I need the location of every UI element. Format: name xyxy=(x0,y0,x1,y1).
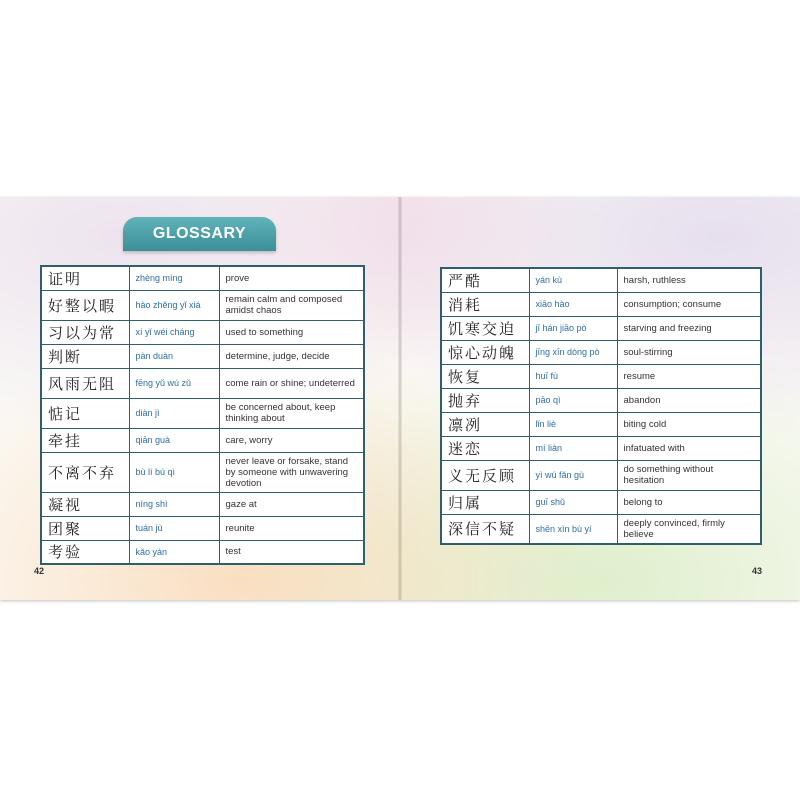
table-row xyxy=(41,428,364,452)
table-row xyxy=(41,516,364,540)
hanzi-cell: 团聚 xyxy=(41,516,129,540)
meaning-cell: infatuated with xyxy=(617,436,761,460)
glossary-title: GLOSSARY xyxy=(152,225,247,242)
page-number-right: 43 xyxy=(752,566,763,576)
hanzi-cell: 归属 xyxy=(441,490,529,514)
meaning-cell: belong to xyxy=(617,490,761,514)
page-number-left: 42 xyxy=(34,566,45,576)
hanzi-cell: 惦记 xyxy=(41,398,129,428)
pinyin-cell: mí liàn xyxy=(529,436,617,460)
table-row xyxy=(41,320,364,344)
hanzi-cell: 义无反顾 xyxy=(441,460,529,490)
hanzi-cell: 迷恋 xyxy=(441,436,529,460)
table-row xyxy=(41,266,364,290)
table-row xyxy=(41,540,364,564)
pinyin-cell: jī hán jiāo pò xyxy=(529,316,617,340)
hanzi-cell: 凝视 xyxy=(41,492,129,516)
table-row xyxy=(441,268,761,292)
hanzi-cell: 凛冽 xyxy=(441,412,529,436)
hanzi-cell: 风雨无阻 xyxy=(41,368,129,398)
table-row xyxy=(41,368,364,398)
pinyin-cell: lǐn liè xyxy=(529,412,617,436)
meaning-cell: soul-stirring xyxy=(617,340,761,364)
meaning-cell: care, worry xyxy=(219,428,364,452)
hanzi-cell: 牵挂 xyxy=(41,428,129,452)
pinyin-cell: níng shì xyxy=(129,492,219,516)
right-glossary-table xyxy=(440,267,762,545)
pinyin-cell: shēn xìn bù yí xyxy=(529,514,617,544)
hanzi-cell: 考验 xyxy=(41,540,129,564)
meaning-cell: used to something xyxy=(219,320,364,344)
pinyin-cell: bù lí bú qì xyxy=(129,452,219,492)
glossary-header xyxy=(123,217,276,251)
table-row xyxy=(41,398,364,428)
hanzi-cell: 习以为常 xyxy=(41,320,129,344)
meaning-cell: remain calm and composed amidst chaos xyxy=(219,290,364,320)
pinyin-cell: zhèng míng xyxy=(129,266,219,290)
hanzi-cell: 判断 xyxy=(41,344,129,368)
table-row xyxy=(41,492,364,516)
meaning-cell: never leave or forsake, stand by someone with unwavering devotion xyxy=(219,452,364,492)
meaning-cell: deeply convinced, firmly believe xyxy=(617,514,761,544)
hanzi-cell: 深信不疑 xyxy=(441,514,529,544)
meaning-cell: abandon xyxy=(617,388,761,412)
pinyin-cell: yì wú fǎn gù xyxy=(529,460,617,490)
pinyin-cell: xiāo hào xyxy=(529,292,617,316)
table-row xyxy=(41,290,364,320)
hanzi-cell: 证明 xyxy=(41,266,129,290)
hanzi-cell: 饥寒交迫 xyxy=(441,316,529,340)
hanzi-cell: 消耗 xyxy=(441,292,529,316)
table-row xyxy=(441,490,761,514)
table-row xyxy=(441,292,761,316)
pinyin-cell: tuán jù xyxy=(129,516,219,540)
book-spread xyxy=(0,197,800,600)
meaning-cell: come rain or shine; undeterred xyxy=(219,368,364,398)
pinyin-cell: pāo qì xyxy=(529,388,617,412)
pinyin-cell: fēng yǔ wú zǔ xyxy=(129,368,219,398)
hanzi-cell: 不离不弃 xyxy=(41,452,129,492)
hanzi-cell: 恢复 xyxy=(441,364,529,388)
meaning-cell: starving and freezing xyxy=(617,316,761,340)
pinyin-cell: pàn duàn xyxy=(129,344,219,368)
pinyin-cell: yán kù xyxy=(529,268,617,292)
meaning-cell: resume xyxy=(617,364,761,388)
pinyin-cell: guī shǔ xyxy=(529,490,617,514)
table-row xyxy=(441,388,761,412)
pinyin-cell: hào zhěng yǐ xiá xyxy=(129,290,219,320)
table-row xyxy=(441,436,761,460)
meaning-cell: determine, judge, decide xyxy=(219,344,364,368)
pinyin-cell: huī fù xyxy=(529,364,617,388)
pinyin-cell: diàn jì xyxy=(129,398,219,428)
table-row xyxy=(441,460,761,490)
table-row xyxy=(41,452,364,492)
meaning-cell: do something without hesitation xyxy=(617,460,761,490)
meaning-cell: prove xyxy=(219,266,364,290)
table-row xyxy=(441,364,761,388)
meaning-cell: harsh, ruthless xyxy=(617,268,761,292)
meaning-cell: test xyxy=(219,540,364,564)
pinyin-cell: xí yǐ wéi cháng xyxy=(129,320,219,344)
book-spine xyxy=(398,197,402,600)
pinyin-cell: kǎo yàn xyxy=(129,540,219,564)
meaning-cell: reunite xyxy=(219,516,364,540)
pinyin-cell: jīng xīn dòng pò xyxy=(529,340,617,364)
hanzi-cell: 抛弃 xyxy=(441,388,529,412)
table-row xyxy=(41,344,364,368)
table-row xyxy=(441,412,761,436)
meaning-cell: be concerned about, keep thinking about xyxy=(219,398,364,428)
pinyin-cell: qiān guà xyxy=(129,428,219,452)
table-row xyxy=(441,514,761,544)
meaning-cell: gaze at xyxy=(219,492,364,516)
hanzi-cell: 严酷 xyxy=(441,268,529,292)
meaning-cell: biting cold xyxy=(617,412,761,436)
table-row xyxy=(441,340,761,364)
hanzi-cell: 惊心动魄 xyxy=(441,340,529,364)
table-row xyxy=(441,316,761,340)
hanzi-cell: 好整以暇 xyxy=(41,290,129,320)
meaning-cell: consumption; consume xyxy=(617,292,761,316)
left-glossary-table xyxy=(40,265,365,565)
